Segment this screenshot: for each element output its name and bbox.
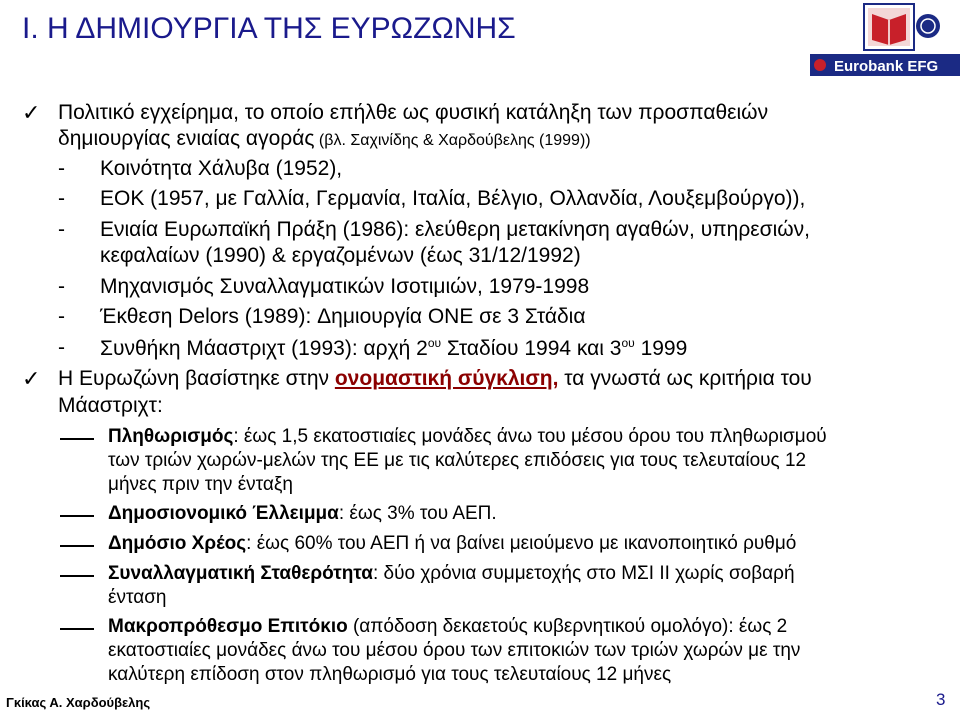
criterion-inflation-line1: Πληθωρισμός: έως 1,5 εκατοστιαίες μονάδες άνω του μέσου όρου του πληθωρισμού [108, 426, 827, 447]
dash-item-5: Έκθεση Delors (1989): Δημιουργία ΟΝΕ σε 3 Στάδια [100, 305, 586, 328]
criterion-exchange-line1: Συναλλαγματική Σταθερότητα: δύο χρόνια συμμετοχής στο ΜΣΙ ΙΙ χωρίς σοβαρή [108, 563, 795, 584]
criterion-dash [60, 575, 94, 577]
dash-icon: - [58, 218, 65, 241]
dash-item-1: Κοινότητα Χάλυβα (1952), [100, 157, 343, 180]
dash-icon: - [58, 275, 65, 298]
check-icon: ✓ [22, 100, 41, 125]
criterion-debt: Δημόσιο Χρέος: έως 60% του ΑΕΠ ή να βαίνει μειούμενο με ικανοποιητικό ρυθμό [108, 533, 797, 554]
dash-icon: - [58, 336, 65, 359]
dash-item-6: Συνθήκη Μάαστριχτ (1993): αρχή $2^{o\upsilon}$ Σταδίου 1994 και $3^{o\upsilon}$ 1999 [100, 336, 688, 360]
bullet1-line2-main: δημιουργίας ενιαίας αγοράς [58, 127, 315, 150]
dash-item-3-line2: κεφαλαίων (1990) & εργαζομένων (έως 31/12/1992) [100, 244, 581, 267]
criterion-inflation-line2: των τριών χωρών-μελών της ΕΕ με τις καλύτερες επιδόσεις για τους τελευταίους 12 [108, 450, 807, 471]
author-footer: Γκίκας Α. Χαρδούβελης [6, 695, 151, 710]
bullet1-line1: Πολιτικό εγχείρημα, το οποίο επήλθε ως φυσική κατάληξη των προσπαθειών [58, 101, 769, 124]
bullet2-line1: Η Ευρωζώνη βασίστηκε στην ονομαστική σύγκλιση, τα γνωστά ως κριτήρια του [58, 367, 812, 390]
crest-seal-icon [916, 14, 940, 38]
bullet1-line2 [58, 128, 591, 149]
criterion-deficit: Δημοσιονομικό Έλλειμμα: έως 3% του ΑΕΠ. [108, 503, 497, 524]
page-number: 3 [936, 690, 946, 709]
logo-text: Eurobank EFG [834, 58, 939, 75]
dash-icon: - [58, 157, 65, 180]
dash-item-2: ΕΟΚ (1957, με Γαλλία, Γερμανία, Ιταλία, Βέλγιο, Ολλανδία, Λουξεμβούργο)), [100, 187, 806, 210]
criterion-dash [60, 515, 94, 517]
criterion-interest-line3: καλύτερη επίδοση στον πληθωρισμό για τους τελευταίους 12 μήνες [108, 664, 672, 685]
criterion-inflation-line3: μήνες πριν την ένταξη [108, 474, 293, 495]
dash-item-3-line1: Ενιαία Ευρωπαϊκή Πράξη (1986): ελεύθερη μετακίνηση αγαθών, υπηρεσιών, [100, 218, 811, 241]
dash-icon: - [58, 187, 65, 210]
nominal-convergence-emphasis: ονομαστική σύγκλιση, [334, 367, 559, 390]
criterion-exchange-line2: ένταση [108, 587, 167, 608]
criterion-dash [60, 545, 94, 547]
criterion-interest-line2: εκατοστιαίες μονάδες άνω του μέσου όρου των επιτοκιών των τριών χωρών με την [108, 640, 801, 661]
check-icon: ✓ [22, 366, 41, 391]
criterion-interest-line1: Μακροπρόθεσμο Επιτόκιο (απόδοση δεκαετούς κυβερνητικού ομολόγο): έως 2 [108, 616, 788, 637]
criterion-dash [60, 628, 94, 630]
dash-icon: - [58, 305, 65, 328]
bullet2-line2: Μάαστριχτ: [58, 394, 163, 417]
bullet1-citation: (βλ. Σαχινίδης & Χαρδούβελης (1999)) [314, 132, 591, 149]
eurobank-logo [810, 0, 960, 78]
eurobank-emblem-icon [814, 59, 826, 71]
page-title: I. Η ΔΗΜΙΟΥΡΓΙΑ ΤΗΣ ΕΥΡΩΖΩΝΗΣ [22, 12, 516, 45]
criterion-dash [60, 438, 94, 440]
dash-item-4: Μηχανισμός Συναλλαγματικών Ισοτιμιών, 1979-1998 [100, 275, 590, 298]
